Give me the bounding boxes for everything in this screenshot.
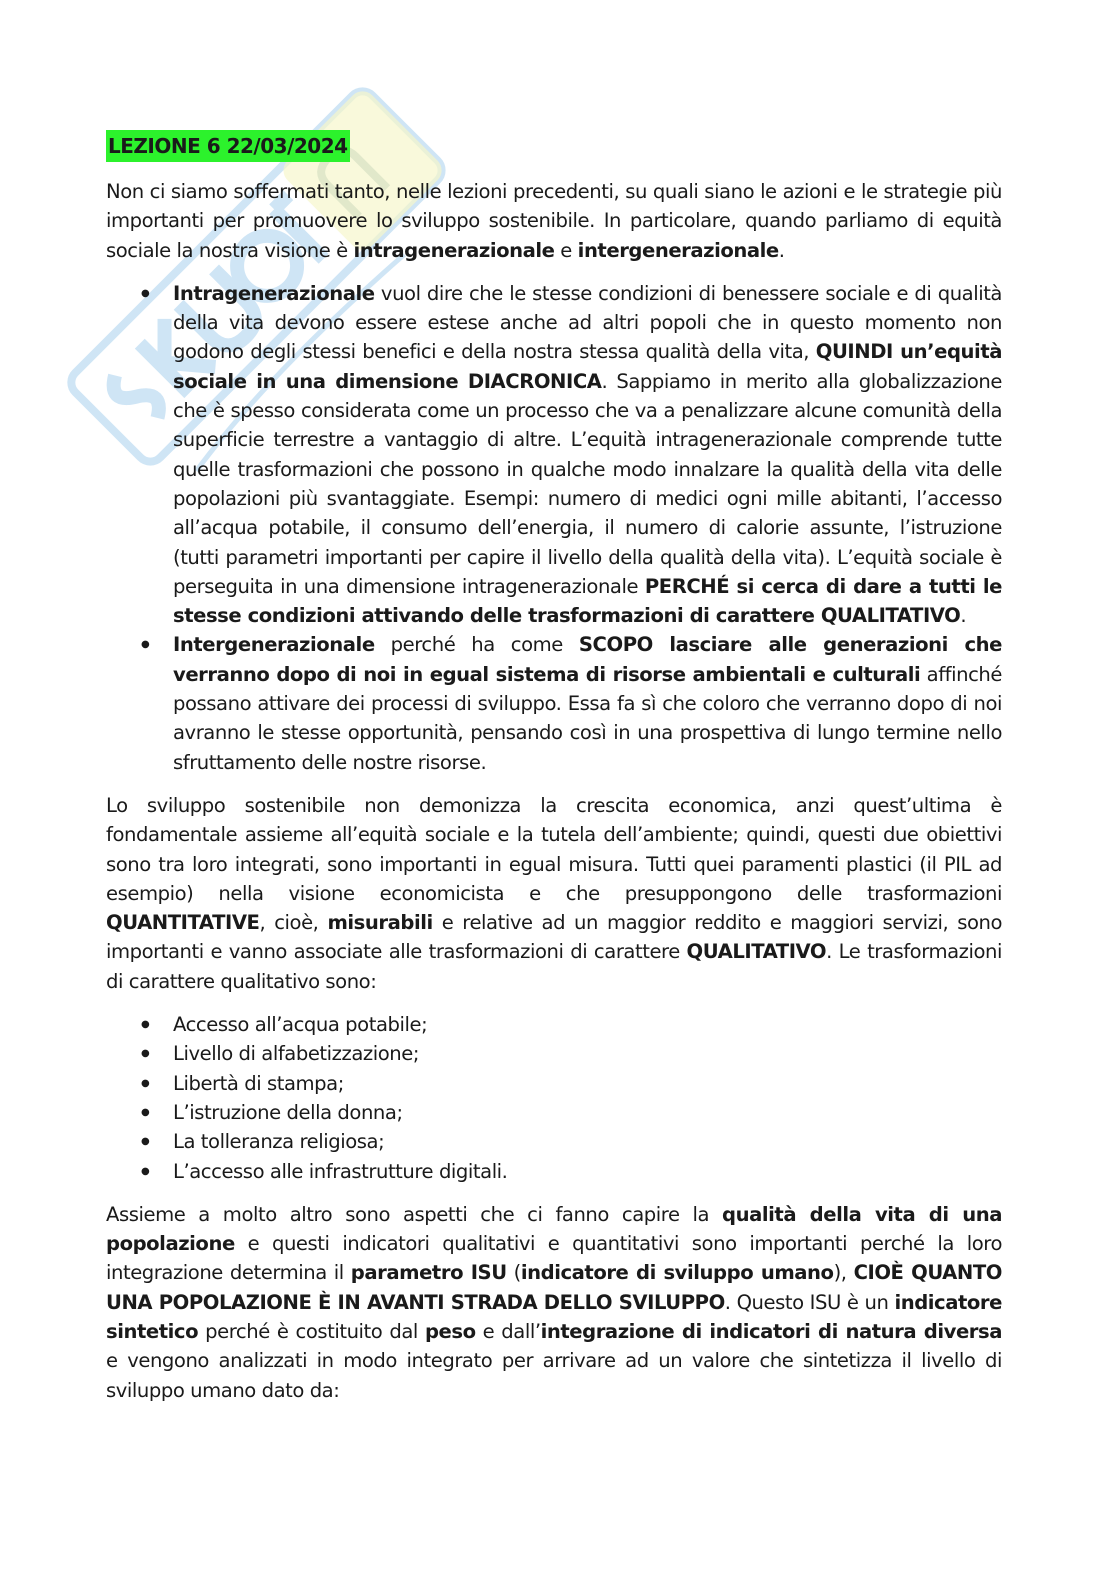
list-item: ● Libertà di stampa; [173, 1069, 1002, 1098]
document-page [106, 130, 1002, 1419]
list-item-intergenerational [173, 630, 1002, 776]
bold-text-run: integrazione di indicatori di natura diversa [540, 1319, 1002, 1343]
bold-text-run: indicatore sintetico [106, 1290, 1002, 1343]
bold-text-run: QUANTITATIVE [106, 911, 260, 935]
list-item: ● Livello di alfabetizzazione; [173, 1039, 1002, 1068]
bold-text-run: misurabili [327, 911, 433, 935]
qualitative-transformations-list [106, 1010, 1002, 1186]
text-run: e vengono analizzati in modo integrato per arrivare ad un valore che sintetizza il livello di sviluppo umano dato da: [106, 1349, 1002, 1402]
text-run: . Questo ISU è un [724, 1290, 895, 1314]
text-run: e dall’ [475, 1319, 541, 1343]
list-item-intragenerational [173, 279, 1002, 631]
text-run: ( [506, 1261, 521, 1285]
text-run: e questi indicatori qualitativi e quantitativi sono importanti perché la loro integrazione determina il [106, 1232, 1002, 1285]
text-run: affinché possano attivare dei processi di sviluppo. Essa fa sì che coloro che verranno dopo di noi avranno le stesse opportunità, pensando così in una prospettiva di lungo termine nello sfruttamento delle nostre risorse. [173, 662, 1002, 774]
bold-text-run: PERCHÉ si cerca di dare a tutti le stesse condizioni attivando delle trasformazioni di carattere QUALITATIVO [173, 574, 1002, 628]
bold-text-run: qualità della vita di una popolazione [106, 1202, 1002, 1256]
bold-text-run: Intragenerazionale [173, 281, 375, 305]
text-run: perché è costituito dal [198, 1319, 425, 1343]
text-run: e [554, 238, 578, 262]
list-item: ● L’istruzione della donna; [173, 1098, 1002, 1127]
sustainable-growth-paragraph [106, 791, 1002, 996]
text-run: . [778, 238, 785, 262]
text-run: e relative ad un maggior reddito e maggiori servizi, sono importanti e vanno associate alle trasformazioni di carattere [106, 911, 1003, 964]
text-run: vuol dire che le stesse condizioni di benessere sociale e di qualità della vita devono essere estese anche ad altri popoli che in questo momento non godono degli stessi benefici e della nostra stessa qualità della vita, [173, 281, 1002, 364]
text-run: perché ha come [374, 633, 579, 657]
bold-text-run: parametro ISU [350, 1261, 507, 1285]
text-run: . [960, 604, 967, 628]
text-run: . Sappiamo in merito alla globalizzazione che è spesso considerata come un processo che va a penalizzare alcune comunità della superficie terrestre a vantaggio di altre. L’equità intragenerazionale comprende tutte quelle trasformazioni che possono in qualche modo innalzare la qualità della vita delle popolazioni più svantaggiate. Esempi: numero di medici ogni mille abitanti, l’accesso all’acqua potabile, il consumo dell’energia, il numero di calorie assunte, l’istruzione (tutti parametri importanti per capire il livello della qualità della vita). L’equità sociale è perseguita in una dimensione intragenerazionale [173, 369, 1003, 598]
text-run: Lo sviluppo sostenibile non demonizza la crescita economica, anzi quest’ultima è fondamentale assieme all’equità sociale e la tutela dell’ambiente; quindi, questi due obiettivi sono tra loro integrati, sono importanti in egual misura. Tutti quei paramenti plastici (il PIL ad esempio) nella visione economicista e che presuppongono delle trasformazioni [106, 793, 1002, 905]
text-run: . Le trasformazioni di carattere qualitativo sono: [106, 940, 1002, 993]
list-item: ● La tolleranza religiosa; [173, 1127, 1002, 1156]
text-run: ), [833, 1261, 854, 1285]
bold-text-run: CIOÈ QUANTO UNA POPOLAZIONE È IN AVANTI STRADA DELLO SVILUPPO [106, 1261, 1002, 1314]
bold-text-run: Intergenerazionale [173, 633, 375, 657]
bold-text-run: QUINDI un’equità sociale in una dimensione DIACRONICA [173, 340, 1003, 393]
bold-text-run: peso [424, 1319, 476, 1343]
text-run: , cioè, [259, 911, 328, 935]
lesson-title: LEZIONE 6 22/03/2024 [106, 130, 350, 162]
intro-paragraph [106, 177, 1002, 265]
equity-types-list [106, 279, 1002, 777]
isu-paragraph [106, 1200, 1002, 1405]
lesson-title-line [106, 130, 1002, 163]
bold-text-run: indicatore di sviluppo umano [520, 1261, 834, 1285]
list-item: ● L’accesso alle infrastrutture digitali. [173, 1157, 1002, 1186]
bold-text-run: intergenerazionale [577, 238, 779, 262]
text-run: Assieme a molto altro sono aspetti che ci fanno capire la [106, 1202, 723, 1226]
bold-text-run: QUALITATIVO [686, 940, 827, 964]
list-item: ● Accesso all’acqua potabile; [173, 1010, 1002, 1039]
bold-text-run: intragenerazionale [353, 238, 555, 262]
text-run: Non ci siamo soffermati tanto, nelle lezioni precedenti, su quali siano le azioni e le strategie più importanti per promuovere lo sviluppo sostenibile. In particolare, quando parliamo di equità sociale la nostra visione è [106, 180, 1002, 262]
bold-text-run: SCOPO lasciare alle generazioni che verranno dopo di noi in egual sistema di risorse ambientali e culturali [173, 633, 1002, 686]
